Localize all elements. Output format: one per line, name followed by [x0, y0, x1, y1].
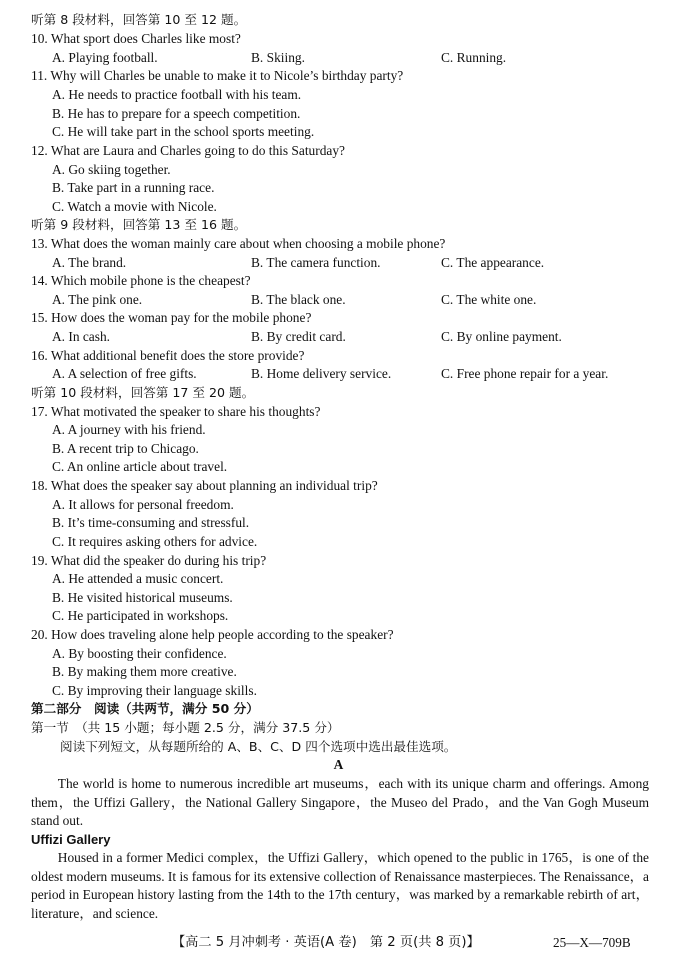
question-17-stem: 17. What motivated the speaker to share his thoughts?: [31, 404, 321, 419]
option-a: A. In cash.: [52, 329, 111, 344]
option-c: C. The white one.: [441, 292, 537, 307]
question-19-stem: 19. What did the speaker do during his trip?: [31, 553, 267, 568]
section-10-instruction: 听第 10 段材料，回答第 17 至 20 题。: [31, 385, 255, 400]
question-12-option-a: A. Go skiing together.: [52, 162, 171, 177]
question-18-option-c: C. It requires asking others for advice.: [52, 534, 258, 549]
question-19-option-a: A. He attended a music concert.: [52, 571, 224, 586]
option-b: B. The black one.: [251, 292, 346, 307]
question-19-option-c: C. He participated in workshops.: [52, 608, 229, 623]
option-a: A. Playing football.: [52, 50, 158, 65]
question-17-option-a: A. A journey with his friend.: [52, 422, 206, 437]
option-c: C. By online payment.: [441, 329, 562, 344]
question-19-option-b: B. He visited historical museums.: [52, 590, 233, 605]
passage-intro-paragraph: The world is home to numerous incredible art museums，each with its unique charm and offerings. Among them，the Uffizi Gallery，the National Gallery Singapore，the Museo del Prado，and the Van Gogh Museum stand out.: [31, 776, 649, 829]
option-a: A. A selection of free gifts.: [52, 366, 197, 381]
question-12-option-c: C. Watch a movie with Nicole.: [52, 199, 217, 214]
exam-code: 25—X—709B: [553, 935, 631, 950]
question-11-stem: 11. Why will Charles be unable to make it to Nicole’s birthday party?: [31, 68, 404, 83]
question-14-stem: 14. Which mobile phone is the cheapest?: [31, 273, 251, 288]
question-12-option-b: B. Take part in a running race.: [52, 180, 215, 195]
option-a: A. The pink one.: [52, 292, 143, 307]
option-a: A. The brand.: [52, 255, 127, 270]
question-10-stem: 10. What sport does Charles like most?: [31, 31, 241, 46]
option-c: C. Running.: [441, 50, 507, 65]
option-b: B. Home delivery service.: [251, 366, 392, 381]
question-20-stem: 20. How does traveling alone help people according to the speaker?: [31, 627, 394, 642]
question-15-stem: 15. How does the woman pay for the mobile phone?: [31, 310, 312, 325]
section-9-instruction: 听第 9 段材料，回答第 13 至 16 题。: [31, 217, 247, 232]
question-20-option-c: C. By improving their language skills.: [52, 683, 257, 698]
question-18-option-a: A. It allows for personal freedom.: [52, 497, 234, 512]
question-13-stem: 13. What does the woman mainly care about when choosing a mobile phone?: [31, 236, 446, 251]
question-17-option-c: C. An online article about travel.: [52, 459, 228, 474]
question-17-option-b: B. A recent trip to Chicago.: [52, 441, 199, 456]
question-18-option-b: B. It’s time-consuming and stressful.: [52, 515, 250, 530]
option-b: B. The camera function.: [251, 255, 381, 270]
part-2-title: 第二部分 阅读（共两节，满分 50 分）: [31, 701, 259, 716]
question-20-option-a: A. By boosting their confidence.: [52, 646, 227, 661]
option-b: B. By credit card.: [251, 329, 346, 344]
option-c: C. Free phone repair for a year.: [441, 366, 609, 381]
section-1-heading: 第一节 （共 15 小题；每小题 2.5 分，满分 37.5 分）: [31, 720, 340, 735]
option-b: B. Skiing.: [251, 50, 305, 65]
question-20-option-b: B. By making them more creative.: [52, 664, 237, 679]
option-c: C. The appearance.: [441, 255, 545, 270]
question-11-option-a: A. He needs to practice football with his team.: [52, 87, 302, 102]
question-12-stem: 12. What are Laura and Charles going to do this Saturday?: [31, 143, 345, 158]
passage-label: A: [333, 757, 344, 772]
question-11-option-c: C. He will take part in the school sports meeting.: [52, 124, 315, 139]
page-footer: 【高二 5 月冲刺考 · 英语(A 卷) 第 2 页(共 8 页)】: [172, 935, 480, 950]
section-8-instruction: 听第 8 段材料，回答第 10 至 12 题。: [31, 12, 247, 27]
question-18-stem: 18. What does the speaker say about planning an individual trip?: [31, 478, 378, 493]
reading-instruction: 阅读下列短文，从每题所给的 A、B、C、D 四个选项中选出最佳选项。: [60, 739, 457, 754]
question-16-stem: 16. What additional benefit does the store provide?: [31, 348, 305, 363]
uffizi-gallery-heading: Uffizi Gallery: [31, 832, 111, 847]
uffizi-gallery-paragraph: Housed in a former Medici complex，the Uffizi Gallery，which opened to the public in 1765，is one of the oldest modern museums. It is famous for its extensive collection of Renaissance masterpieces. The Renaissance，a period in European history lasting from the 14th to the 17th century，was marked by a remarkable rebirth of art，literature，and science.: [31, 850, 649, 921]
question-11-option-b: B. He has to prepare for a speech competition.: [52, 106, 301, 121]
